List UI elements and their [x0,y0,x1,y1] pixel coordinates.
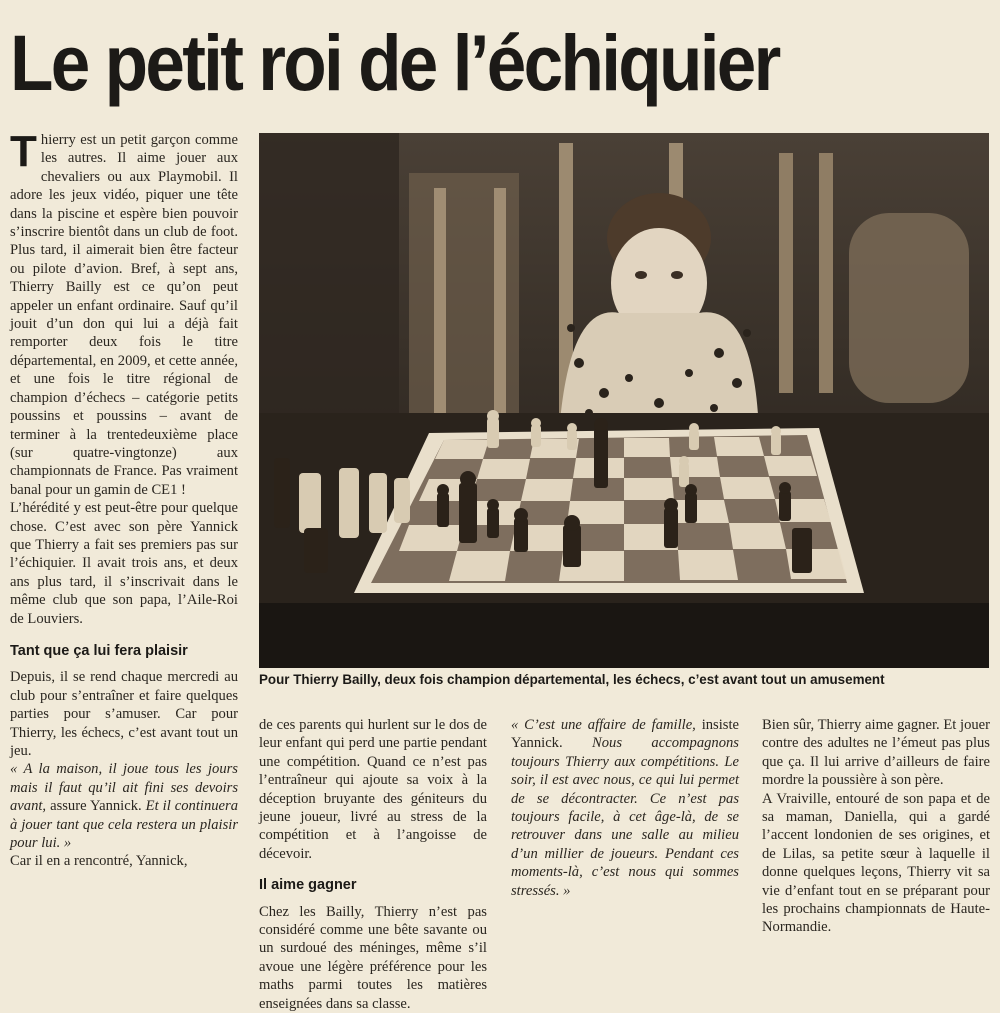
subhead-plaisir: Tant que ça lui fera plaisir [10,642,188,659]
paragraph-famille: « C’est une affaire de famille, insiste Yannick. Nous accompagnons toujours Thierry aux compétitions. Le soir, il est avec nous, ce qui lui permet de se décontracter. Ce n’est pas toujours facile, à cet âge-là, de se retrouver dans une salle au milieu d’un millier de joueurs. Pendant ces moments-là, c’est nous qui sommes stressés. » [511,717,739,899]
paragraph-quote-maison: « A la maison, il joue tous les jours mais il faut qu’il ait fini ses devoirs avant, assure Yannick. Et il continuera à jouer tant que cela restera un plaisir pour lui. » [10,761,238,852]
paragraph-gagner: Bien sûr, Thierry aime gagner. Et jouer contre des adultes ne l’émeut pas plus que ça. Il lui arrive d’ailleurs de faire mordre la poussière à son père. [762,717,990,789]
photo-caption: Pour Thierry Bailly, deux fois champion départemental, les échecs, c’est avant tout un amusement [259,672,885,687]
column-3 [511,716,739,1002]
paragraph-parents: de ces parents qui hurlent sur le dos de leur enfant qui perd une partie pendant une compétition. Quand ce n’est pas l’entraîneur qui ajoute sa voix à la déception bruyante des géniteurs du jeune joueur, livré au stress de la compétition et à l’angoisse de décevoir. [259,717,487,862]
column-2 [259,716,487,1012]
headline: Le petit roi de l’échiquier [10,18,779,107]
drop-cap: T [10,127,37,176]
paragraph-depuis: Depuis, il se rend chaque mercredi au club pour s’entraîner et faire quelques parties pour s’amuser. Car pour Thierry, les échecs, c’est avant tout un jeu. [10,669,238,759]
paragraph-car: Car il en a rencontré, Yannick, [10,853,188,870]
chess-photo-illustration [259,133,989,668]
column-1 [10,127,238,1002]
paragraph-heredite: L’hérédité y est peut-être pour quelque chose. C’est avec son père Yannick que Thierry a fait ses premiers pas sur l’échiquier. Il avait trois ans, et deux ans plus tard, il s’inscrivait dans le même club que son papa, l’Aile-Roi de Louviers. [10,500,238,627]
subhead-gagner: Il aime gagner [259,877,357,894]
intro-paragraph: Thierry est un petit garçon comme les autres. Il aime jouer aux chevaliers ou aux Playmobil. Il adore les jeux vidéo, piquer une tête dans la piscine et espère bien pouvoir s’inscrire bientôt dans un club de foot. Plus tard, il aimerait bien être facteur ou pilote d’avion. Bref, à sept ans, Thierry Bailly est ce qu’on peut appeler un enfant ordinaire. Sauf qu’il jouit d’un don qui lui a déjà fait remporter deux fois le titre départemental, en 2009, et cette année, et une fois le titre régional de champion d’échecs – catégorie petits poussins et poussins – avant de terminer à la trentedeuxième place (sur quatre-vingtonze) aux championnats de France. Pas vraiment banal pour un gamin de CE1 ! [10,127,238,498]
chess-photo [259,133,989,668]
paragraph-vraiville: A Vraiville, entouré de son papa et de sa maman, Daniella, qui a gardé l’accent londonien de ses origines, et de Lilas, sa petite sœur à laquelle il donne quelques leçons, Thierry vit sa vie d’enfant tout en se préparant pour les prochains championnats de Haute-Normandie. [762,790,990,936]
paragraph-bailly: Chez les Bailly, Thierry n’est pas considéré comme une bête savante ou un surdoué des méninges, même s’il avoue une légère préférence pour les maths parmi toutes les matières enseignées dans sa classe. [259,903,487,1012]
column-4 [762,716,990,1002]
